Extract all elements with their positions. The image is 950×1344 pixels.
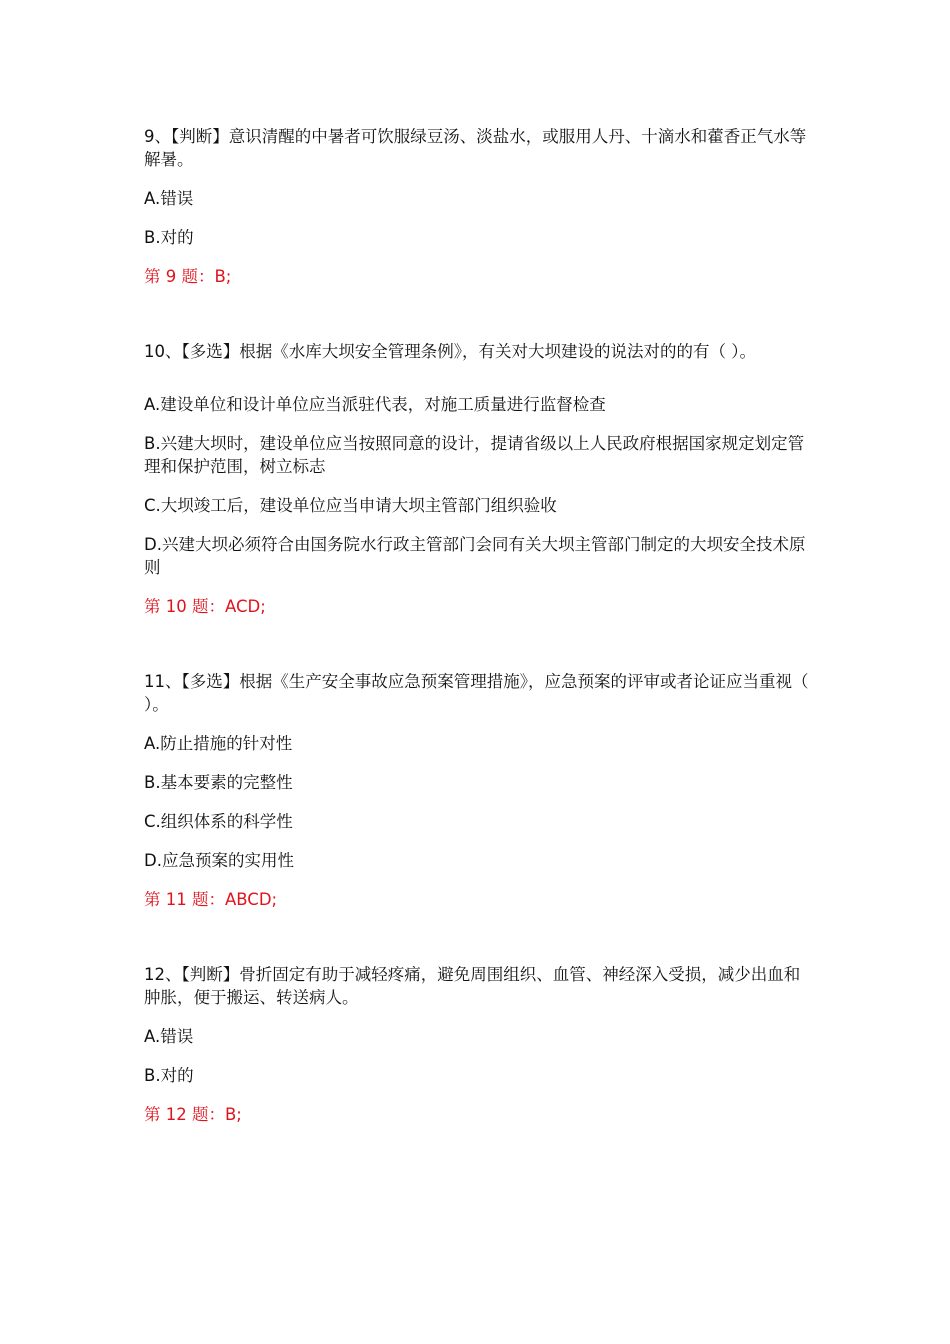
question-stem: 9、【判断】意识清醒的中暑者可饮服绿豆汤、淡盐水，或服用人丹、十滴水和藿香正气水等解暑。 <box>144 127 807 169</box>
option-c: C.大坝竣工后，建设单位应当申请大坝主管部门组织验收 <box>144 496 557 515</box>
answer-line: 第 11 题：ABCD; <box>144 890 278 909</box>
option-a: A.防止措施的针对性 <box>144 734 293 753</box>
document-page <box>144 125 816 1126</box>
answer-line: 第 9 题：B; <box>144 267 232 286</box>
option-b: B.对的 <box>144 1066 194 1085</box>
answer-line: 第 10 题：ACD; <box>144 597 266 616</box>
question-12 <box>144 963 816 1126</box>
spacer <box>144 911 816 963</box>
option-a: A.建设单位和设计单位应当派驻代表，对施工质量进行监督检查 <box>144 395 606 414</box>
option-a: A.错误 <box>144 189 194 208</box>
option-a: A.错误 <box>144 1027 194 1046</box>
option-b: B.对的 <box>144 228 194 247</box>
option-b: B.基本要素的完整性 <box>144 773 293 792</box>
spacer <box>144 618 816 670</box>
spacer <box>144 288 816 340</box>
question-stem: 12、【判断】骨折固定有助于减轻疼痛，避免周围组织、血管、神经深入受损，减少出血和肿胀，便于搬运、转送病人。 <box>144 965 801 1007</box>
question-10 <box>144 340 816 618</box>
question-9 <box>144 125 816 288</box>
option-c: C.组织体系的科学性 <box>144 812 293 831</box>
option-b: B.兴建大坝时，建设单位应当按照同意的设计，提请省级以上人民政府根据国家规定划定管理和保护范围，树立标志 <box>144 434 805 476</box>
answer-line: 第 12 题：B; <box>144 1105 242 1124</box>
question-11 <box>144 670 816 911</box>
question-stem: 11、【多选】根据《生产安全事故应急预案管理措施》，应急预案的评审或者论证应当重视（ ）。 <box>144 672 809 714</box>
option-d: D.兴建大坝必须符合由国务院水行政主管部门会同有关大坝主管部门制定的大坝安全技术原则 <box>144 535 806 577</box>
option-d: D.应急预案的实用性 <box>144 851 294 870</box>
question-stem: 10、【多选】根据《水库大坝安全管理条例》，有关对大坝建设的说法对的的有（ ）。 <box>144 342 756 361</box>
